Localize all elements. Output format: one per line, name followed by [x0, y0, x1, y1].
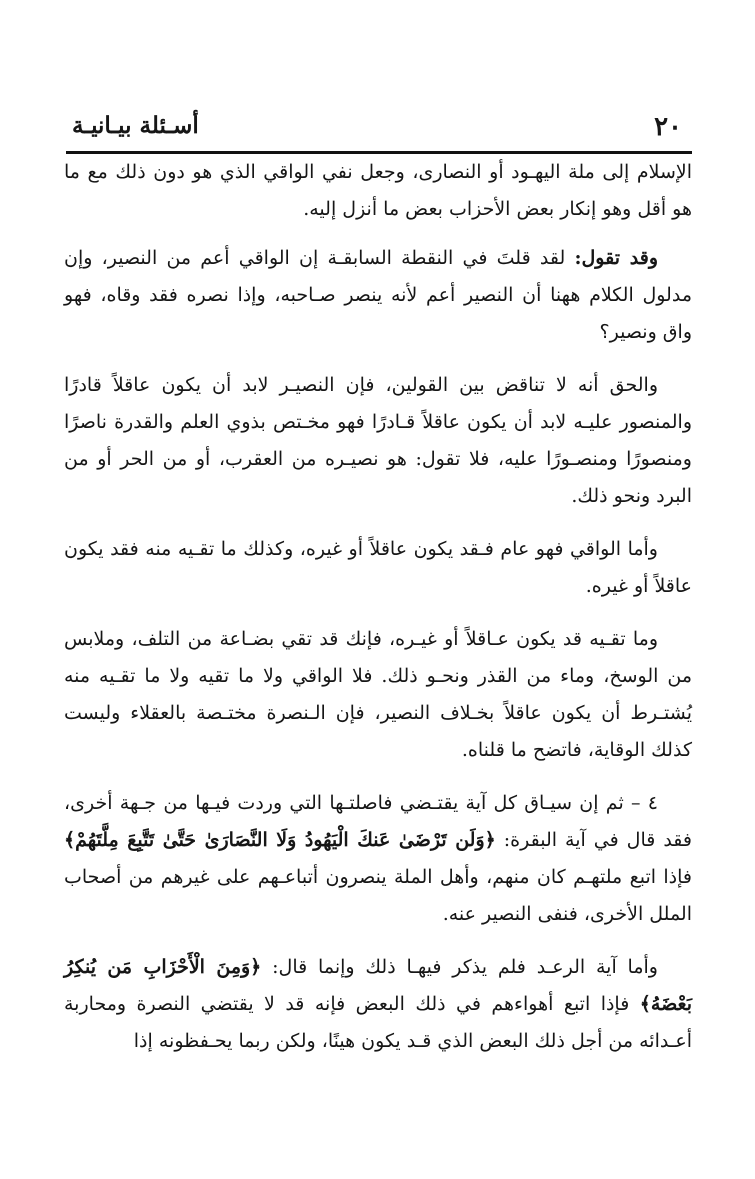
page-bottom-edge: [64, 1168, 692, 1169]
quran-verse-baqarah: ﴿وَلَن تَرْضَىٰ عَنكَ الْيَهُودُ وَلَا النَّصَارَىٰ حَتَّىٰ تَتَّبِعَ مِلَّتَهُمْ﴾: [64, 829, 496, 851]
paragraph-4: وأما الواقي فهو عام فـقد يكون عاقلاً أو غيره، وكذلك ما تقـيه منه فقد يكون عاقلاً أو غيره.: [64, 538, 692, 597]
quran-verse-rad: ﴿وَمِنَ الْأَحْزَابِ مَن يُنكِرُ بَعْضَهُ﴾: [64, 956, 692, 1015]
page-number: ٢٠: [654, 112, 682, 142]
page-header: [64, 108, 692, 150]
paragraph-2-lead: وقد تقول:: [574, 247, 658, 269]
paragraph-7: [64, 949, 692, 1060]
paragraph-6-text-a: ٤ – ثم إن سيـاق كل آية يقتـضي فاصلتـها التي وردت فيـها من جـهة أخرى، فقد قال في آية البقرة:: [64, 792, 692, 851]
paragraph-2-text: لقد قلتَ في النقطة السابقـة إن الواقي أعم من النصير، وإن مدلول الكلام ههنا أن النصير أعم لأنه ينصر صـاحبه، وإذا نصره فقد وقاه، فهو واق ونصير؟: [64, 247, 692, 343]
paragraph-6-text-b: فإذا اتبع ملتهـم كان منهم، وأهل الملة ينصرون أتباعـهم على غيرهم من أصحاب الملل الأخرى، فنفى النصير عنه.: [64, 866, 692, 925]
paragraph-6: [64, 785, 692, 933]
paragraph-2: [64, 240, 692, 351]
page-body: [64, 154, 692, 1060]
paragraph-5: وما تقـيه قد يكون عـاقلاً أو غيـره، فإنك قد تقي بضـاعة من التلف، وملابس من الوسخ، وماء من القذر ونحـو ذلك. فلا الواقي ولا ما تقيه ولا ما تقـيه منه يُشتـرط أن يكون عاقلاً بخـلاف النصير، فإن الـنصرة مختـصة بالعقلاء وليست كذلك الوقاية، فاتضح ما قلناه.: [64, 628, 692, 761]
paragraph-7-text-b: فإذا اتبع أهواءهم في ذلك البعض فإنه قد لا يقتضي النصرة ومحاربة أعـدائه من أجل ذلك البعض الذي قـد يكون هينًا، ولكن ربما يحـفظونه إذا: [64, 993, 692, 1052]
paragraph-1: الإسلام إلى ملة اليهـود أو النصارى، وجعل نفي الواقي الذي هو دون ذلك مع ما هو أقل وهو إنكار بعض الأحزاب بعض ما أنزل إليه.: [64, 161, 692, 220]
running-title: أسـئلة بيـانيـة: [72, 112, 199, 139]
paragraph-3: والحق أنه لا تناقض بين القولين، فإن النصيـر لابد أن يكون عاقلاً قادرًا والمنصور عليـه لابد أن يكون عاقلاً قـادرًا فهو مخـتص بذوي العلم والقدرة ناصرًا ومنصورًا ومنصـورًا عليه، فلا تقول: هو نصيـره من العقرب، أو من الحر أو من البرد ونحو ذلك.: [64, 374, 692, 507]
paragraph-7-text-a: وأما آية الرعـد فلم يذكر فيهـا ذلك وإنما قال:: [261, 956, 658, 978]
